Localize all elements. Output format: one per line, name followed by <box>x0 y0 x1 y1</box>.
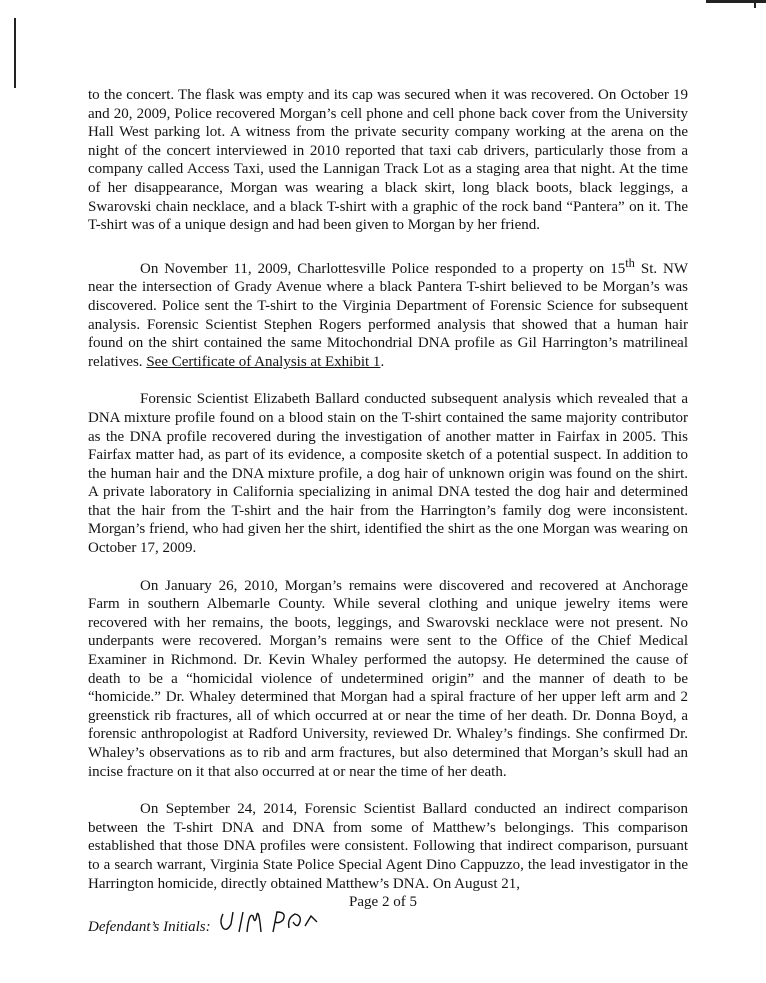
page-number: Page 2 of 5 <box>349 894 417 910</box>
paragraph-dna-comparison: On September 24, 2014, Forensic Scientist Ballard conducted an indirect comparison between the T-shirt DNA and DNA from some of Matthew’s belongings. This comparison established that those DNA profiles were consistent. Following that indirect comparison, pursuant to a search warrant, Virginia State Police Special Agent Dino Cappuzzo, the lead investigator in the Harrington homicide, directly obtained Matthew’s DNA. On August 21, <box>88 801 688 892</box>
initials-label: Defendant’s Initials: <box>88 919 211 936</box>
scan-edge-mark <box>14 18 16 88</box>
scan-edge-mark <box>706 0 766 3</box>
exhibit-reference: See Certificate of Analysis at Exhibit 1 <box>146 353 381 370</box>
paragraph-tshirt-discovery: On November 11, 2009, Charlottesville Police responded to a property on 15th St. NW near the intersection of Grady Avenue where a black Pantera T-shirt believed to be Morgan’s was discovered. Police sent the T-shirt to the Virginia Department of Forensic Science for subsequent analysis. Forensic Scientist Stephen Rogers performed analysis that showed that a human hair found on the shirt contained the same Mitochondrial DNA profile as Gil Harrington’s matrilineal relatives. See Certificate of Analysis at Exhibit 1. <box>88 255 689 370</box>
paragraph-dna-analysis: Forensic Scientist Elizabeth Ballard conducted subsequent analysis which revealed that a DNA mixture profile found on a blood stain on the T-shirt contained the same majority contributor as the DNA profile recovered during the investigation of another matter in Fairfax in 2005. This Fairfax matter had, as part of its evidence, a composite sketch of a potential suspect. In addition to the human hair and the DNA mixture profile, a dog hair of unknown origin was found on the shirt. A private laboratory in California specializing in animal DNA tested the dog hair and determined that the hair from the T-shirt and the hair from the Harrington’s family dog were inconsistent. Morgan’s friend, who had given her the shirt, identified the shirt as the one Morgan was wearing on October 17, 2009. <box>88 391 688 557</box>
scan-edge-mark <box>754 0 756 8</box>
document-page <box>88 86 688 936</box>
paragraph-concert-evidence: to the concert. The flask was empty and its cap was secured when it was recovered. On October 19 and 20, 2009, Police recovered Morgan’s cell phone and cell phone back cover from the University Hall West parking lot. A witness from the private security company working at the arena on the night of the concert interviewed in 2010 reported that taxi cab drivers, particularly those from a company called Access Taxi, used the Lannigan Track Lot as a staging area that night. At the time of her disappearance, Morgan was wearing a black skirt, long black boots, black leggings, a Swarovski chain necklace, and a black T-shirt with a graphic of the rock band “Pantera” on it. The T-shirt was of a unique design and had been given to Morgan by her friend. <box>88 87 688 234</box>
paragraph-remains-recovery: On January 26, 2010, Morgan’s remains were discovered and recovered at Anchorage Farm in southern Albemarle County. While several clothing and unique jewelry items were recovered with her remains, the boots, leggings, and Swarovski necklace were not present. No underpants were recovered. Morgan’s remains were sent to the Office of the Chief Medical Examiner in Richmond. Dr. Kevin Whaley performed the autopsy. He determined the cause of death to be a “homicidal violence of undetermined origin” and the manner of death to be “homicide.” Dr. Whaley determined that Morgan had a spiral fracture of her upper left arm and 2 greenstick rib fractures, all of which occurred at or near the time of her death. Dr. Donna Boyd, a forensic anthropologist at Radford University, reviewed Dr. Whaley’s findings. She confirmed Dr. Whaley’s observations as to rib and arm fractures, but also determined that Morgan’s skull had an incise fracture on it that also occurred at or near the time of her death. <box>88 577 688 780</box>
